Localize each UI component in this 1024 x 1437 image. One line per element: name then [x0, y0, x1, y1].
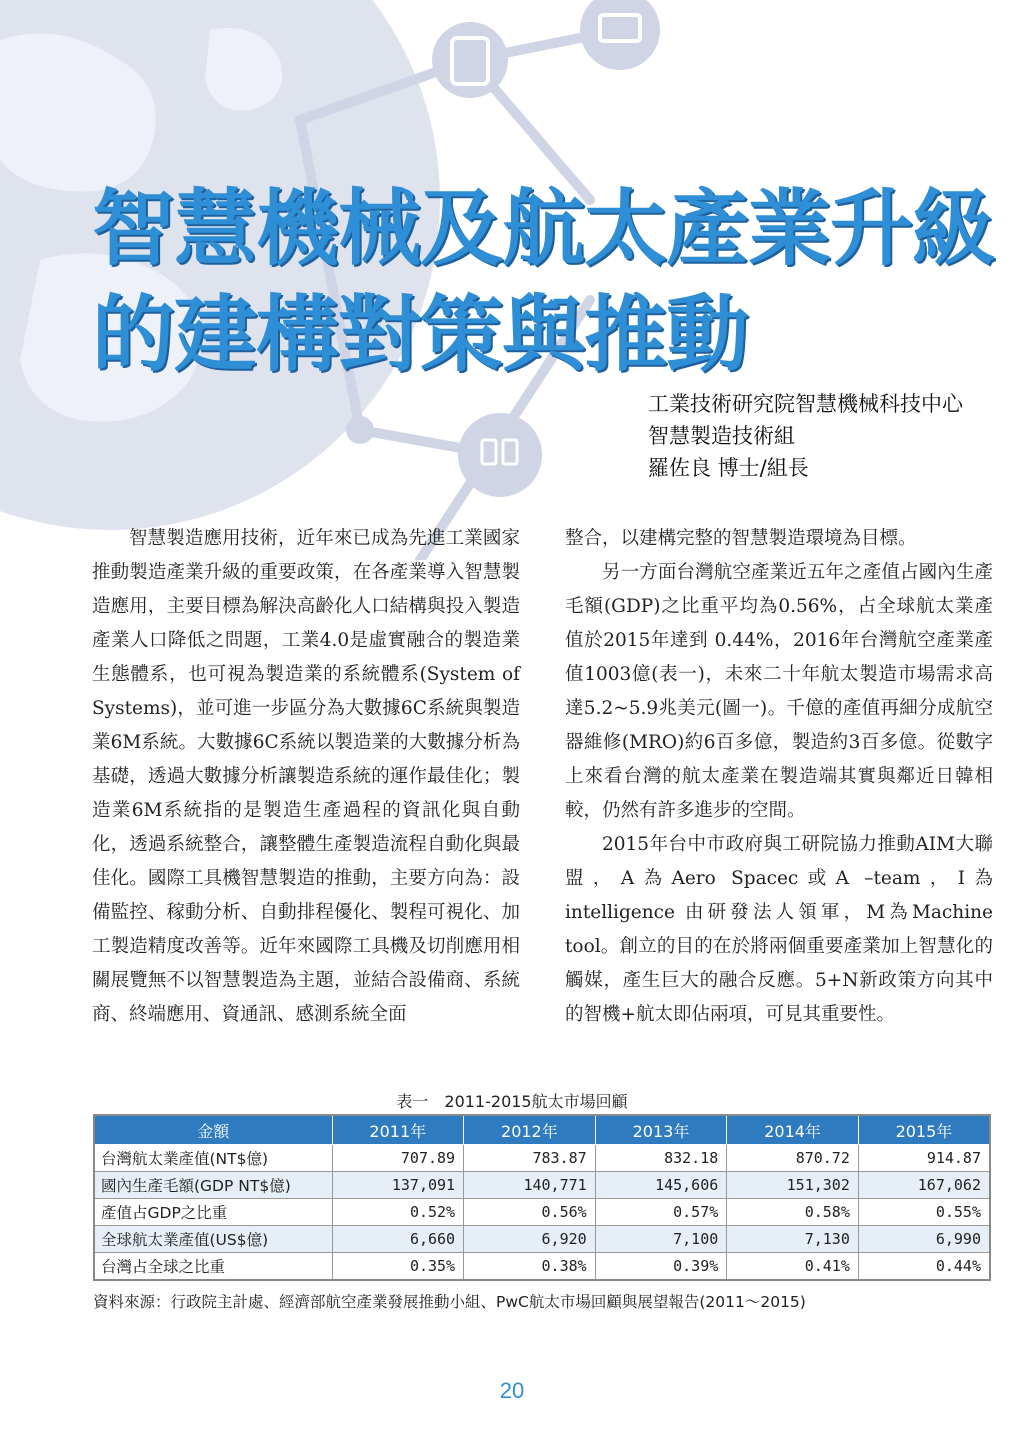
table-cell: 707.89: [332, 1145, 464, 1172]
table-cell: 0.56%: [464, 1199, 596, 1226]
table-cell: 0.41%: [727, 1253, 859, 1281]
table-source-note: 資料來源：行政院主計處、經濟部航空產業發展推動小組、PwC航太市場回顧與展望報告(2011～2015): [93, 1293, 806, 1311]
table-cell: 151,302: [727, 1172, 859, 1199]
table-row: [94, 1172, 990, 1199]
table-row: [94, 1226, 990, 1253]
table-cell: 870.72: [727, 1145, 859, 1172]
table-cell: 0.35%: [332, 1253, 464, 1281]
table-cell: 145,606: [595, 1172, 727, 1199]
table-header-row: [94, 1115, 990, 1145]
table-header-cell: 2013年: [595, 1115, 727, 1145]
aerospace-market-table: [93, 1114, 991, 1281]
body-paragraph-1-continued: 整合，以建構完整的智慧製造環境為目標。: [565, 528, 917, 549]
table-cell: 6,660: [332, 1226, 464, 1253]
table-cell: 6,990: [858, 1226, 990, 1253]
table-cell: 0.44%: [858, 1253, 990, 1281]
table-row: [94, 1199, 990, 1226]
table-cell: 0.57%: [595, 1199, 727, 1226]
table-cell: 140,771: [464, 1172, 596, 1199]
table-cell: 0.52%: [332, 1199, 464, 1226]
table-cell: 914.87: [858, 1145, 990, 1172]
table-caption: 表一 2011-2015航太市場回顧: [396, 1092, 628, 1111]
table-header-cell: 金額: [94, 1115, 332, 1145]
table-header-cell: 2011年: [332, 1115, 464, 1145]
table-cell: 0.55%: [858, 1199, 990, 1226]
author-organization: 工業技術研究院智慧機械科技中心: [648, 392, 963, 416]
article-title-line-2: 的建構對策與推動: [92, 286, 748, 383]
table-cell: 167,062: [858, 1172, 990, 1199]
table-cell: 783.87: [464, 1145, 596, 1172]
body-paragraph-1: 智慧製造應用技術，近年來已成為先進工業國家推動製造產業升級的重要政策，在各產業導入智慧製造應用，主要目標為解決高齡化人口結構與投入製造產業人口降低之問題，工業4.0是虛實融合的製造業生態體系，也可視為製造業的系統體系(System of Systems)，並可進一步區分為大數據6C系統與製造業6M系統。大數據6C系統以製造業的大數據分析為基礎，透過大數據分析讓製造系統的運作最佳化；製造業6M系統指的是製造生產過程的資訊化與自動化，透過系統整合，讓整體生產製造流程自動化與最佳化。國際工具機智慧製造的推動，主要方向為：設備監控、稼動分析、自動排程優化、製程可視化、加工製造精度改善等。近年來國際工具機及切削應用相關展覽無不以智慧製造為主題，並結合設備商、系統商、終端應用、資通訊、感測系統全面: [92, 528, 520, 1025]
table-cell: 137,091: [332, 1172, 464, 1199]
page-number: 20: [499, 1378, 525, 1403]
table-cell: 7,100: [595, 1226, 727, 1253]
body-column-left: [92, 522, 520, 1032]
author-department: 智慧製造技術組: [648, 424, 795, 448]
table-row: [94, 1145, 990, 1172]
body-paragraph-2: 另一方面台灣航空產業近五年之產值占國內生產毛額(GDP)之比重平均為0.56%，占全球航太業產值於2015年達到 0.44%，2016年台灣航空產業產值1003億(表一)，未來二十年航太製造市場需求高達5.2~5.9兆美元(圖一)。千億的產值再細分成航空器維修(MRO)約6百多億，製造約3百多億。從數字上來看台灣的航太產業在製造端其實與鄰近日韓相較，仍然有許多進步的空間。: [565, 562, 993, 821]
table-row-label: 國內生產毛額(GDP NT$億): [94, 1172, 332, 1199]
author-byline: [648, 388, 963, 484]
article-title-line-1: 智慧機械及航太產業升級: [92, 180, 994, 277]
table-header-cell: 2014年: [727, 1115, 859, 1145]
table-row-label: 全球航太業產值(US$億): [94, 1226, 332, 1253]
body-paragraph-3: 2015年台中市政府與工研院協力推動AIM大聯盟，A為Aero Spacec或A –team，I為intelligence 由研發法人領軍，M為Machine tool。創立的目的在於將兩個重要產業加上智慧化的觸媒，產生巨大的融合反應。5+N新政策方向其中的智機+航太即佔兩項，可見其重要性。: [565, 834, 993, 1025]
table-cell: 0.38%: [464, 1253, 596, 1281]
table-cell: 6,920: [464, 1226, 596, 1253]
table-row: [94, 1253, 990, 1281]
body-column-right: [565, 522, 993, 1032]
table-cell: 0.39%: [595, 1253, 727, 1281]
table-cell: 7,130: [727, 1226, 859, 1253]
table-row-label: 台灣航太業產值(NT$億): [94, 1145, 332, 1172]
table-header-cell: 2015年: [858, 1115, 990, 1145]
table-cell: 0.58%: [727, 1199, 859, 1226]
table-row-label: 台灣占全球之比重: [94, 1253, 332, 1281]
table-header-cell: 2012年: [464, 1115, 596, 1145]
article-title: [92, 176, 1012, 388]
author-name: 羅佐良 博士/組長: [648, 456, 809, 480]
table-row-label: 產值占GDP之比重: [94, 1199, 332, 1226]
table-cell: 832.18: [595, 1145, 727, 1172]
